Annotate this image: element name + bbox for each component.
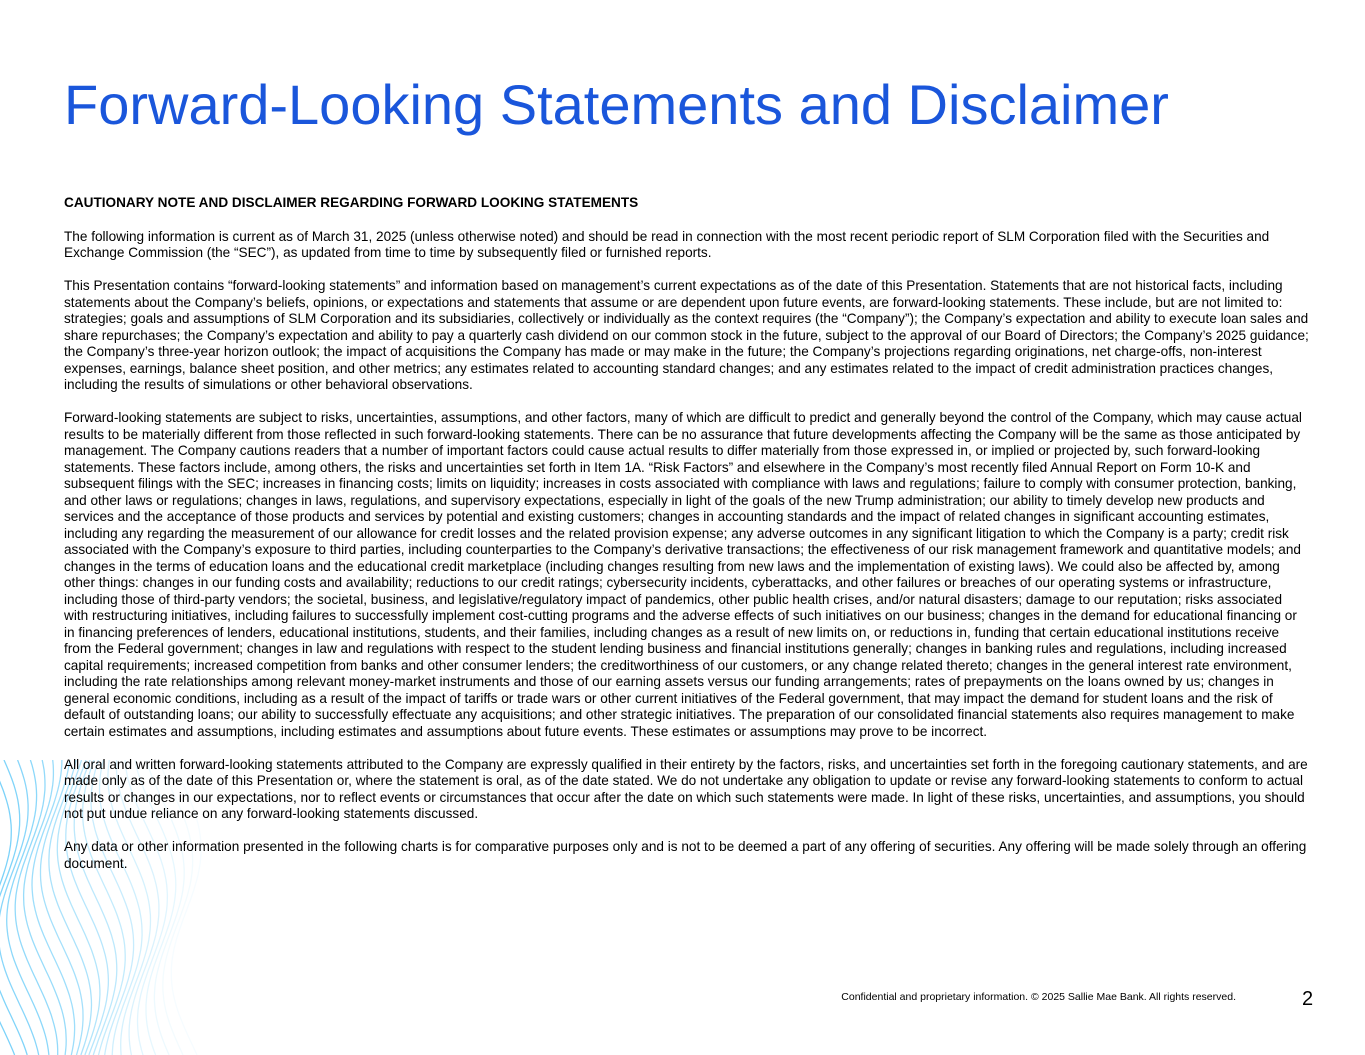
disclaimer-paragraph-intro: The following information is current as of March 31, 2025 (unless otherwise noted) and should be read in connection with the most recent periodic report of SLM Corporation filed with the Securities and Exchange Commission (the “SEC”), as updated from time to time by subsequently filed or furnished reports. (64, 228, 1270, 260)
confidentiality-notice: Confidential and proprietary information. © 2025 Sallie Mae Bank. All rights reserved. (841, 991, 1236, 1003)
disclaimer-paragraph-offering: Any data or other information presented in the following charts is for comparative purposes only and is not to be deemed a part of any offering of securities. Any offering will be made solely through an offering document. (64, 839, 1307, 871)
disclaimer-paragraph-qualification: All oral and written forward-looking statements attributed to the Company are expressly qualified in their entirety by the factors, risks, and uncertainties set forth in the foregoing cautionary statements, and are made only as of the date of this Presentation or, where the statement is oral, as of the date stated. We do not undertake any obligation to update or revise any forward-looking statements to conform to actual results or changes in our expectations, nor to reflect events or circumstances that occur after the date on which such statements were made. In light of these risks, uncertainties, and assumptions, you should not put undue reliance on any forward-looking statements discussed. (64, 756, 1308, 821)
wave-line (24, 760, 67, 1055)
wave-line (0, 760, 39, 1055)
page-number: 2 (1302, 988, 1314, 1010)
disclaimer-body (64, 195, 1309, 889)
disclaimer-paragraph-risk-factors: Forward-looking statements are subject to risks, uncertainties, assumptions, and other factors, many of which are difficult to predict and generally beyond the control of the Company, which may cause actual results to be materially different from those reflected in such forward-looking statements. There can be no assurance that future developments affecting the Company will be the same as those anticipated by management. The Company cautions readers that a number of important factors could cause actual results to differ materially from those expressed in, or implied or projected by, such forward-looking statements. These factors include, among others, the risks and uncertainties set forth in Item 1A. “Risk Factors” and elsewhere in the Company’s most recently filed Annual Report on Form 10-K and subsequent filings with the SEC; increases in financing costs; limits on liquidity; increases in costs associated with compliance with laws and regulations; failure to comply with consumer protection, banking, and other laws or regulations; changes in laws, regulations, and supervisory expectations, especially in light of the goals of the new Trump administration; our ability to timely develop new products and services and the acceptance of those products and services by potential and existing customers; changes in accounting standards and the impact of related changes in significant accounting estimates, including any regarding the measurement of our allowance for credit losses and the related provision expense; any adverse outcomes in any significant litigation to which the Company is a party; credit risk associated with the Company’s exposure to third parties, including counterparties to the Company’s derivative transactions; the effectiveness of our risk management framework and quantitative models; and changes in the terms of education loans and the educational credit marketplace (including changes resulting from new laws and the implementation of existing laws). We could also be affected by, among other things: changes in our funding costs and availability; reductions to our credit ratings; cybersecurity incidents, cyberattacks, and other failures or breaches of our operating systems or infrastructure, including those of third-party vendors; the societal, business, and legislative/regulatory impact of pandemics, other public health crises, and/or natural disasters; damage to our reputation; risks associated with restructuring initiatives, including failures to successfully implement cost-cutting programs and the adverse effects of such initiatives on our business; changes in the demand for educational financing or in financing preferences of lenders, educational institutions, students, and their families, including changes as a result of new limits on, or reductions in, funding that certain educational institutions receive from the Federal government; changes in law and regulations with respect to the student lending business and financial institutions generally; changes in banking rules and regulations, including increased capital requirements; increased competition from banks and other consumer lenders; the creditworthiness of our customers, or any change related thereto; changes in the general interest rate environment, including the rate relationships among relevant money-market instruments and those of our earning assets versus our funding arrangements; rates of prepayments on the loans owned by us; changes in general economic conditions, including as a result of the impact of tariffs or trade wars or other current initiatives of the Federal government, that may impact the demand for student loans and the risk of default of outstanding loans; our ability to successfully effectuate any acquisitions; and other strategic initiatives. The preparation of our consolidated financial statements also requires management to make certain estimates and assumptions, including estimates and assumptions about future events. These estimates or assumptions may prove to be incorrect. (64, 410, 1302, 739)
page-title: Forward-Looking Statements and Disclaimer (64, 73, 1169, 136)
disclaimer-heading: CAUTIONARY NOTE AND DISCLAIMER REGARDING FORWARD LOOKING STATEMENTS (64, 195, 639, 210)
disclaimer-paragraph-forward-looking: This Presentation contains “forward-looking statements” and information based on management’s current expectations as of the date of this Presentation. Statements that are not historical facts, including statements about the Company’s beliefs, opinions, or expectations and statements that assume or are dependent upon future events, are forward-looking statements. These include, but are not limited to: strategies; goals and assumptions of SLM Corporation and its subsidiaries, collectively or individually as the context requires (the “Company”); the Company’s expectation and ability to execute loan sales and share repurchases; the Company’s expectation and ability to pay a quarterly cash dividend on our common stock in the future, subject to the approval of our Board of Directors; the Company’s 2025 guidance; the Company’s three-year horizon outlook; the impact of acquisitions the Company has made or may make in the future; the Company’s projections regarding originations, net charge-offs, non-interest expenses, earnings, balance sheet position, and other metrics; any estimates related to accounting standard changes; and any estimates related to the impact of credit administration practices changes, including the results of simulations or other behavioral observations. (64, 278, 1309, 392)
